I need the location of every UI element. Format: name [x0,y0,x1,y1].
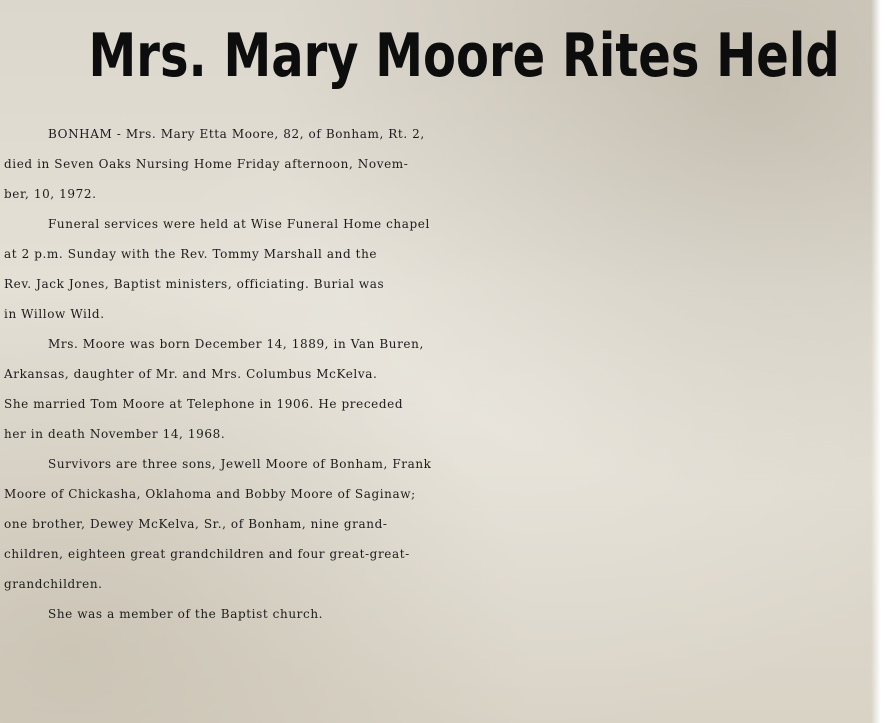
article-line: ber, 10, 1972. [4,187,97,201]
article-line: grandchildren. [4,577,103,591]
article-line: children, eighteen great grandchildren and four great-great- [4,547,410,561]
article-line: Arkansas, daughter of Mr. and Mrs. Columbus McKelva. [4,367,378,381]
article-line: Mrs. Moore was born December 14, 1889, in Van Buren, [48,337,424,351]
article-line: at 2 p.m. Sunday with the Rev. Tommy Marshall and the [4,247,378,261]
article-line: She married Tom Moore at Telephone in 1906. He preceded [4,397,404,411]
article-line: died in Seven Oaks Nursing Home Friday afternoon, Novem- [4,157,409,171]
article-line: She was a member of the Baptist church. [48,607,324,621]
headline: Mrs. Mary Moore Rites Held [88,21,840,91]
article-line: Moore of Chickasha, Oklahoma and Bobby Moore of Saginaw; [4,487,416,501]
article-line: her in death November 14, 1968. [4,427,226,441]
article-line: in Willow Wild. [4,307,105,321]
article-line: BONHAM - Mrs. Mary Etta Moore, 82, of Bonham, Rt. 2, [48,127,425,141]
article-line: one brother, Dewey McKelva, Sr., of Bonham, nine grand- [4,517,388,531]
torn-edge [871,0,885,723]
article-body [4,119,880,629]
article-line: Survivors are three sons, Jewell Moore of Bonham, Frank [48,457,432,471]
article-line: Funeral services were held at Wise Funeral Home chapel [48,217,430,231]
article-line: Rev. Jack Jones, Baptist ministers, officiating. Burial was [4,277,385,291]
